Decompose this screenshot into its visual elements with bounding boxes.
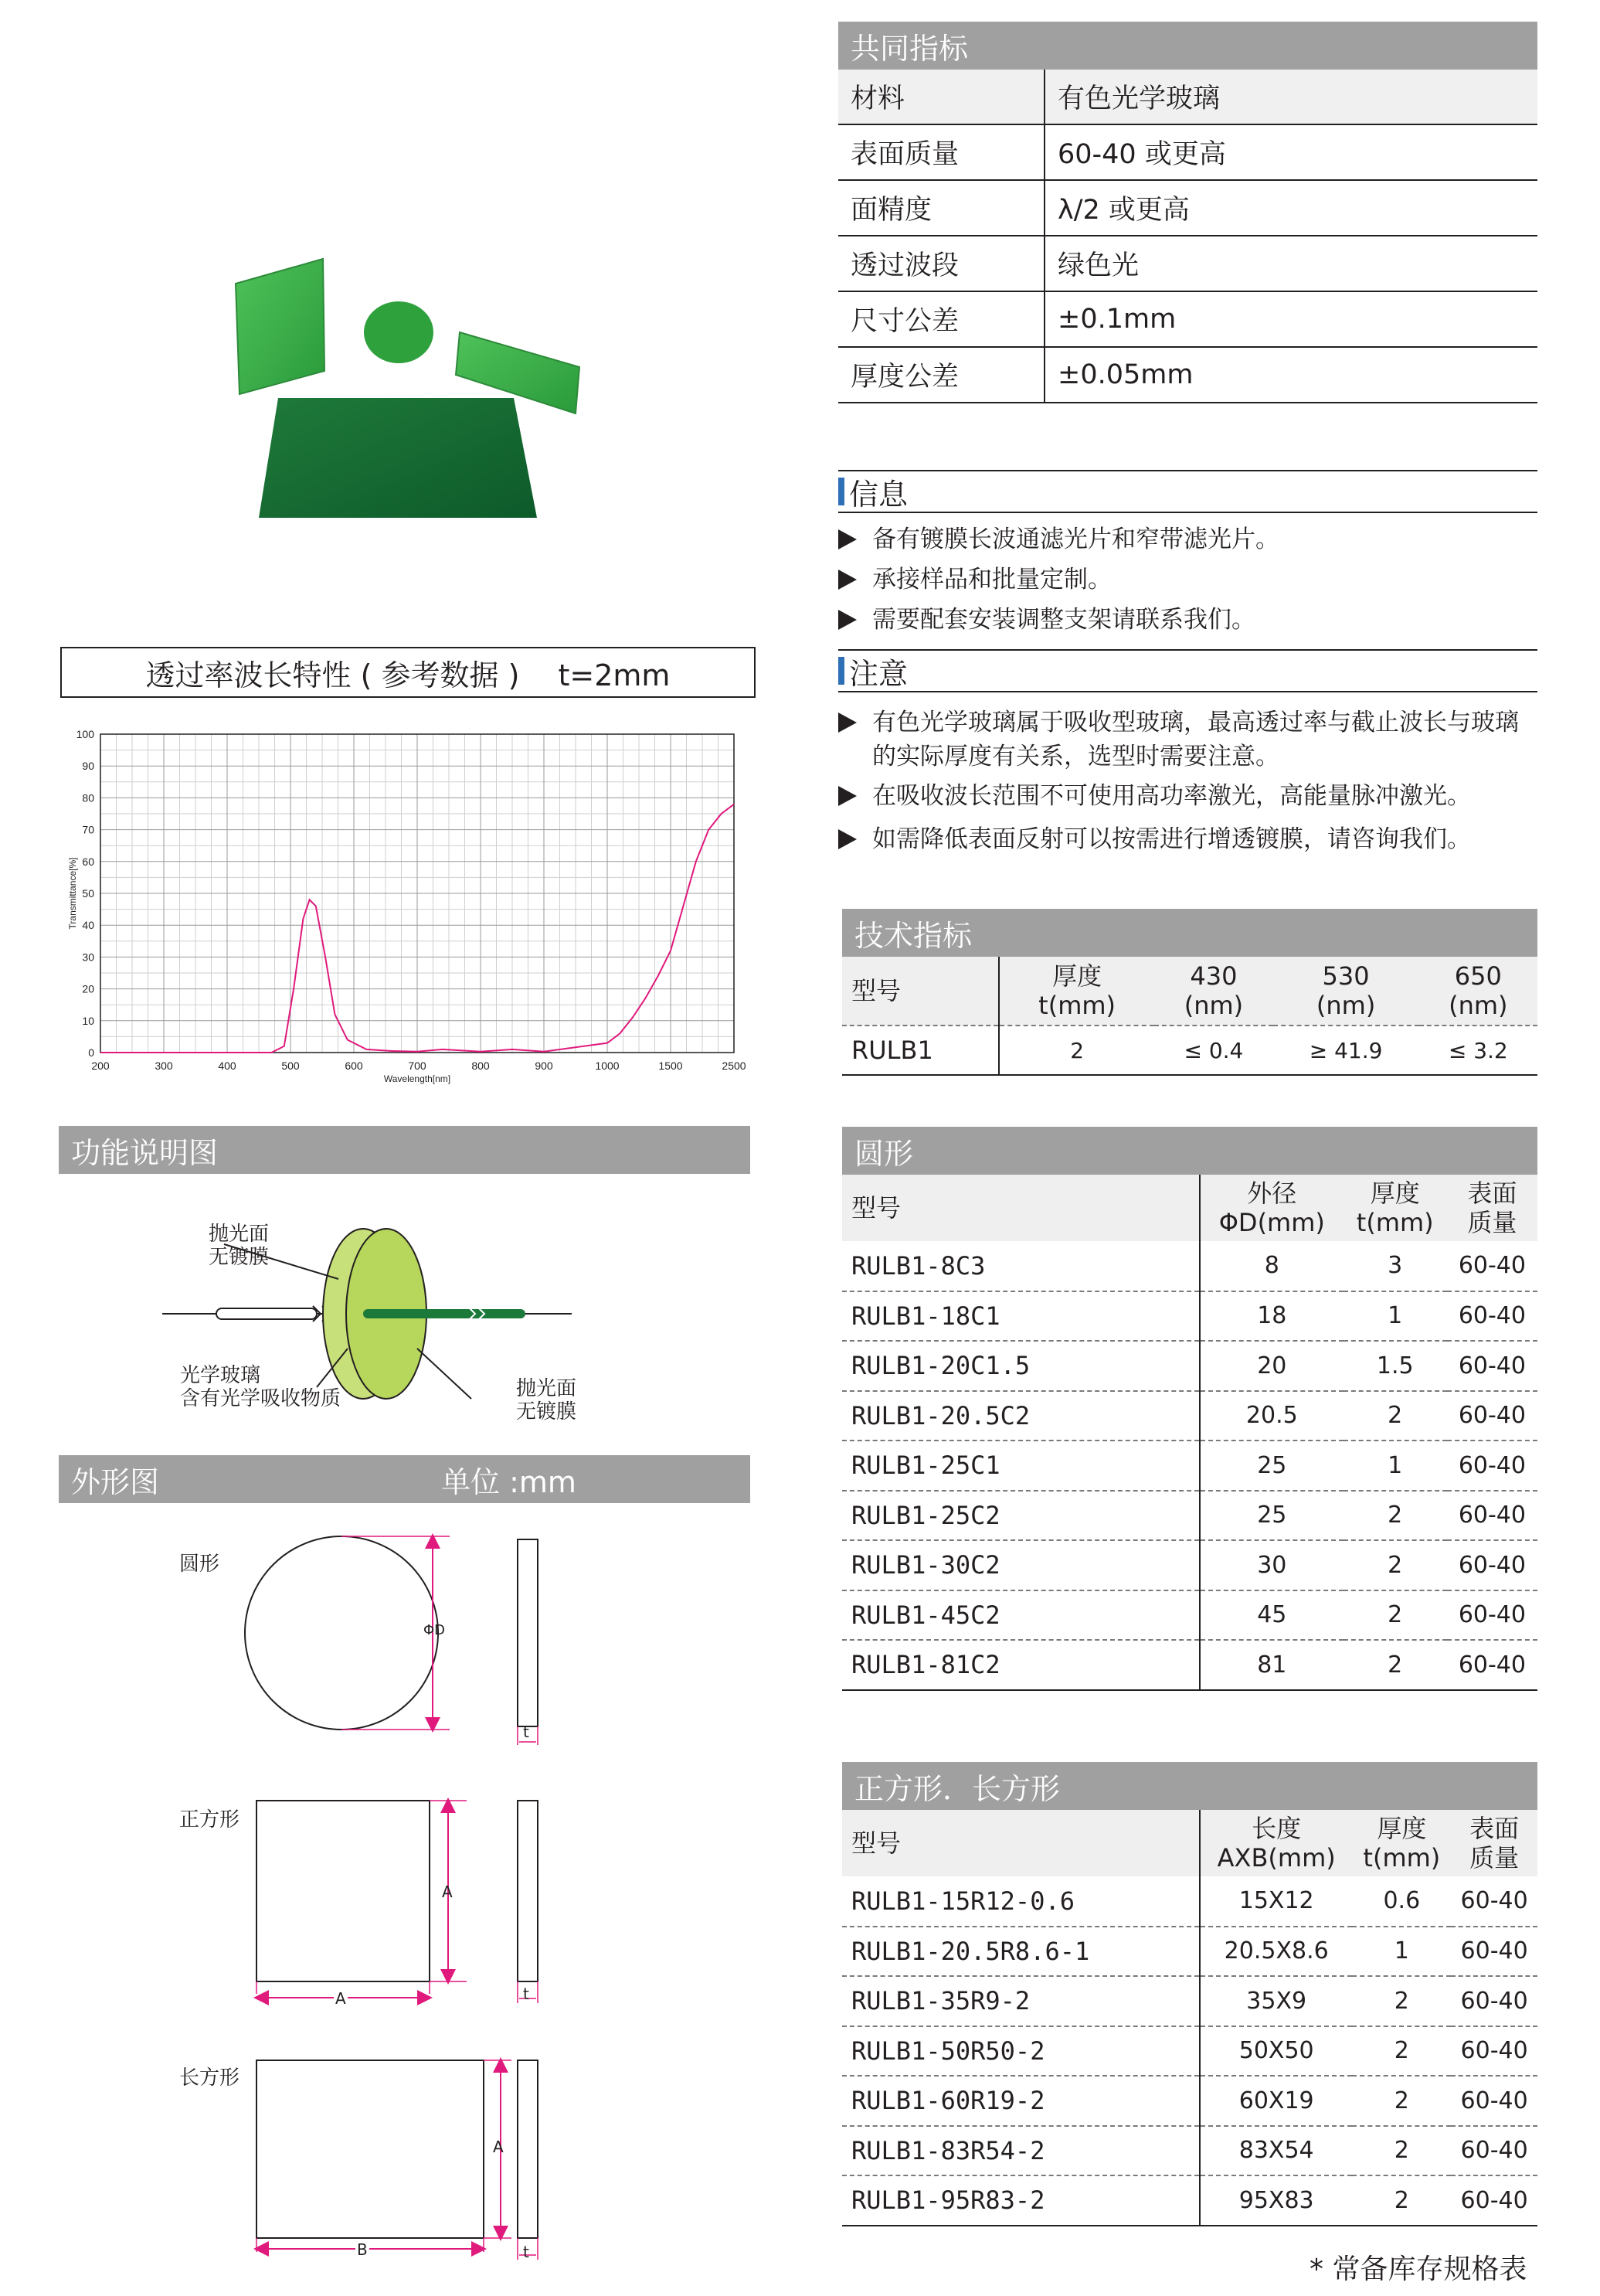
- table-cell: 1: [1344, 1291, 1447, 1342]
- table-cell: 60-40: [1447, 1391, 1537, 1441]
- table-cell: 60-40: [1447, 1491, 1537, 1541]
- y-tick-label: 50: [82, 887, 94, 900]
- table-cell-model: RULB1-45C2: [842, 1590, 1200, 1641]
- x-tick-label: 800: [471, 1060, 490, 1072]
- table-cell: 2: [1352, 2076, 1451, 2126]
- info-item-text: 备有镀膜长波通滤光片和窄带滤光片。: [872, 526, 1279, 553]
- table-cell: 1: [1352, 1927, 1451, 1977]
- table-row: [842, 1876, 1537, 1927]
- rect-col-quality: 表面 质量: [1451, 1810, 1537, 1876]
- table-cell: 60-40: [1451, 2126, 1537, 2176]
- tech-col-430: 430 (nm): [1154, 957, 1272, 1026]
- table-cell: 1: [1344, 1441, 1447, 1491]
- table-cell: 18: [1200, 1291, 1344, 1342]
- note-item: [838, 822, 1471, 856]
- tech-spec-table: [842, 957, 1537, 1076]
- y-axis-label: Transmittance[%]: [67, 857, 78, 930]
- dim-b-label-rect: B: [357, 2240, 368, 2259]
- tech-col-model: 型号: [842, 957, 999, 1026]
- x-tick-label: 200: [91, 1060, 110, 1072]
- table-cell: 20.5: [1200, 1391, 1344, 1441]
- table-cell: 8: [1200, 1241, 1344, 1291]
- y-tick-label: 90: [82, 760, 94, 773]
- table-cell: 60-40: [1447, 1640, 1537, 1690]
- table-cell: 25: [1200, 1441, 1344, 1491]
- table-cell: 60-40: [1451, 2076, 1537, 2126]
- spec-label: 表面质量: [838, 125, 1045, 179]
- outline-unit: 单位 :mm: [441, 1464, 576, 1499]
- table-row: [842, 2076, 1537, 2126]
- table-cell-model: RULB1-18C1: [842, 1291, 1200, 1342]
- table-cell-model: RULB1-60R19-2: [842, 2076, 1200, 2126]
- table-row: [842, 1927, 1537, 1977]
- table-cell: 30: [1200, 1540, 1344, 1590]
- table-cell: 60-40: [1447, 1441, 1537, 1491]
- table-cell: 0.6: [1352, 1876, 1451, 1927]
- bullet-icon: [838, 786, 857, 806]
- table-cell: 1.5: [1344, 1341, 1447, 1391]
- spec-value: 有色光学玻璃: [1058, 83, 1221, 114]
- dim-t-label-rect: t: [523, 2243, 529, 2261]
- dim-d-label: ΦD: [423, 1622, 446, 1638]
- table-row: [842, 1590, 1537, 1641]
- bullet-icon: [838, 529, 857, 549]
- table-cell: 60-40: [1447, 1590, 1537, 1641]
- tech-col-530: 530 (nm): [1273, 957, 1419, 1026]
- round-col-thickness: 厚度 t(mm): [1344, 1175, 1447, 1241]
- spec-label: 厚度公差: [838, 348, 1045, 402]
- spec-row-material: [838, 70, 1537, 125]
- info-item: [838, 563, 1112, 597]
- table-cell-model: RULB1-30C2: [842, 1540, 1200, 1590]
- table-cell: 60-40: [1451, 1976, 1537, 2026]
- spec-row-surface: [838, 125, 1537, 181]
- table-row: [842, 1291, 1537, 1342]
- table-cell: 35X9: [1200, 1976, 1352, 2026]
- chart-title: 透过率波长特性 ( 参考数据 ) t=2mm: [60, 647, 756, 698]
- table-row: [842, 1976, 1537, 2026]
- tech-cell-thickness: 2: [999, 1026, 1154, 1075]
- footnote: * 常备库存规格表: [1310, 2253, 1527, 2285]
- table-cell-model: RULB1-83R54-2: [842, 2126, 1200, 2176]
- x-tick-label: 600: [345, 1060, 363, 1072]
- y-tick-label: 60: [82, 855, 94, 868]
- function-diagram-header: 功能说明图: [59, 1126, 750, 1174]
- table-cell: 60-40: [1447, 1341, 1537, 1391]
- table-cell: 95X83: [1200, 2175, 1352, 2226]
- rect-col-size: 长度 AXB(mm): [1200, 1810, 1352, 1876]
- info-title: [838, 470, 1537, 513]
- table-cell: 2: [1344, 1640, 1447, 1690]
- x-tick-label: 400: [218, 1060, 236, 1072]
- table-cell-model: RULB1-25C2: [842, 1491, 1200, 1541]
- dim-a-label-square-h: A: [335, 1989, 346, 2008]
- table-row: [842, 1241, 1537, 1291]
- info-item-text: 需要配套安装调整支架请联系我们。: [872, 606, 1255, 634]
- note-item: [838, 706, 1537, 774]
- bullet-icon: [838, 610, 857, 630]
- table-row: [842, 1540, 1537, 1590]
- y-tick-label: 20: [82, 982, 94, 995]
- table-cell: 2: [1344, 1590, 1447, 1641]
- tech-cell-model: RULB1: [842, 1026, 999, 1075]
- y-tick-label: 40: [82, 919, 94, 932]
- diagram-label-top-left: 抛光面 无镀膜: [209, 1223, 270, 1269]
- table-cell-model: RULB1-20C1.5: [842, 1341, 1200, 1391]
- round-header: 圆形: [842, 1127, 1537, 1175]
- table-cell-model: RULB1-20.5C2: [842, 1391, 1200, 1441]
- tech-col-thickness: 厚度 t(mm): [999, 957, 1154, 1026]
- table-cell-model: RULB1-20.5R8.6-1: [842, 1927, 1200, 1977]
- table-cell-model: RULB1-8C3: [842, 1241, 1200, 1291]
- table-cell: 60-40: [1451, 1876, 1537, 1927]
- tech-cell-650: ≤ 3.2: [1419, 1026, 1537, 1075]
- spec-label: 透过波段: [838, 236, 1045, 291]
- table-row: [842, 1441, 1537, 1491]
- common-spec-header: 共同指标: [838, 22, 1537, 70]
- info-item: [838, 522, 1279, 556]
- table-cell: 20.5X8.6: [1200, 1927, 1352, 1977]
- outline-drawings: [232, 1530, 564, 2272]
- table-cell: 50X50: [1200, 2026, 1352, 2077]
- outline-title: 外形图: [71, 1464, 160, 1499]
- y-tick-label: 10: [82, 1014, 94, 1027]
- dim-a-label-square-v: A: [442, 1883, 453, 1901]
- table-row: [842, 1391, 1537, 1441]
- tech-cell-530: ≥ 41.9: [1273, 1026, 1419, 1075]
- spec-value: λ/2 或更高: [1058, 195, 1190, 226]
- table-row: [842, 1640, 1537, 1690]
- note-item-text: 在吸收波长范围不可使用高功率激光，高能量脉冲激光。: [872, 782, 1471, 810]
- table-cell: 20: [1200, 1341, 1344, 1391]
- spec-value: ±0.1mm: [1058, 304, 1177, 335]
- note-item: [838, 779, 1471, 813]
- round-col-model: 型号: [842, 1175, 1200, 1241]
- product-photo: [224, 251, 595, 529]
- y-tick-label: 100: [76, 728, 94, 740]
- table-cell: 3: [1344, 1241, 1447, 1291]
- round-col-diameter: 外径 ΦD(mm): [1200, 1175, 1344, 1241]
- x-tick-label: 300: [155, 1060, 173, 1072]
- rect-table: [842, 1810, 1537, 2226]
- table-cell: 60-40: [1447, 1540, 1537, 1590]
- table-cell: 2: [1352, 2026, 1451, 2077]
- outline-round-label: 圆形: [179, 1553, 220, 1576]
- table-cell: 2: [1344, 1540, 1447, 1590]
- y-tick-label: 0: [88, 1046, 94, 1059]
- table-cell-model: RULB1-50R50-2: [842, 2026, 1200, 2077]
- spec-value: 绿色光: [1058, 250, 1140, 281]
- section-marker: [838, 478, 844, 505]
- rect-header: 正方形．长方形: [842, 1762, 1537, 1810]
- outline-header: [59, 1455, 750, 1503]
- diagram-label-bottom-left: 光学玻璃 含有光学吸收物质: [180, 1364, 341, 1410]
- rect-col-thickness: 厚度 t(mm): [1352, 1810, 1451, 1876]
- spec-value: 60-40 或更高: [1058, 139, 1226, 170]
- note-item-text: 如需降低表面反射可以按需进行增透镀膜，请咨询我们。: [872, 825, 1471, 853]
- table-cell: 83X54: [1200, 2126, 1352, 2176]
- x-tick-label: 900: [535, 1060, 553, 1072]
- table-cell: 81: [1200, 1640, 1344, 1690]
- y-tick-label: 30: [82, 951, 94, 964]
- notes-title: [838, 649, 1537, 692]
- table-cell: 2: [1344, 1391, 1447, 1441]
- diagram-label-bottom-right: 抛光面 无镀膜: [516, 1377, 577, 1424]
- table-cell-model: RULB1-81C2: [842, 1640, 1200, 1690]
- spec-row-size-tol: [838, 292, 1537, 348]
- dim-t-label-square: t: [523, 1985, 529, 2003]
- table-cell: 60-40: [1451, 2175, 1537, 2226]
- spec-label: 尺寸公差: [838, 292, 1045, 346]
- table-cell: 2: [1352, 2126, 1451, 2176]
- table-cell: 25: [1200, 1491, 1344, 1541]
- table-cell: 45: [1200, 1590, 1344, 1641]
- table-cell: 2: [1344, 1491, 1447, 1541]
- notes-title-text: 注意: [849, 656, 909, 691]
- x-tick-label: 2500: [722, 1060, 746, 1072]
- spec-row-thick-tol: [838, 348, 1537, 403]
- section-marker: [838, 657, 844, 685]
- spec-row-flatness: [838, 181, 1537, 236]
- dim-a-label-rect: A: [493, 2138, 504, 2156]
- round-table: [842, 1175, 1537, 1691]
- table-cell: 60-40: [1451, 1927, 1537, 1977]
- x-tick-label: 1500: [658, 1060, 683, 1072]
- table-row: [842, 2175, 1537, 2226]
- table-cell: 60-40: [1451, 2026, 1537, 2077]
- tech-cell-430: ≤ 0.4: [1154, 1026, 1272, 1075]
- note-item-text: 有色光学玻璃属于吸收型玻璃，最高透过率与截止波长与玻璃的实际厚度有关系，选型时需要注意。: [872, 709, 1519, 770]
- info-item-text: 承接样品和批量定制。: [872, 566, 1112, 594]
- spec-row-band: [838, 236, 1537, 292]
- tech-spec-header: 技术指标: [842, 909, 1537, 957]
- table-cell-model: RULB1-15R12-0.6: [842, 1876, 1200, 1927]
- table-cell: 2: [1352, 1976, 1451, 2026]
- table-cell: 60-40: [1447, 1241, 1537, 1291]
- outline-rect-label: 长方形: [179, 2066, 240, 2090]
- spec-label: 材料: [838, 70, 1045, 124]
- table-cell-model: RULB1-25C1: [842, 1441, 1200, 1491]
- info-item: [838, 603, 1255, 637]
- x-tick-label: 700: [408, 1060, 426, 1072]
- table-row: [842, 2126, 1537, 2176]
- x-tick-label: 1000: [595, 1060, 620, 1072]
- x-tick-label: 500: [281, 1060, 300, 1072]
- dim-t-label-round: t: [523, 1723, 529, 1741]
- table-cell: 60X19: [1200, 2076, 1352, 2126]
- tech-col-650: 650 (nm): [1419, 957, 1537, 1026]
- y-tick-label: 70: [82, 823, 94, 836]
- y-tick-label: 80: [82, 791, 94, 804]
- table-row: [842, 1341, 1537, 1391]
- outline-square-label: 正方形: [179, 1808, 240, 1832]
- table-cell: 60-40: [1447, 1291, 1537, 1342]
- bullet-icon: [838, 829, 857, 849]
- table-cell: 15X12: [1200, 1876, 1352, 1927]
- bullet-icon: [838, 713, 857, 733]
- bullet-icon: [838, 570, 857, 590]
- table-row: [842, 1491, 1537, 1541]
- rect-col-model: 型号: [842, 1810, 1200, 1876]
- spec-label: 面精度: [838, 181, 1045, 235]
- transmittance-chart: [62, 723, 757, 1094]
- table-cell: 2: [1352, 2175, 1451, 2226]
- table-cell-model: RULB1-95R83-2: [842, 2175, 1200, 2226]
- x-axis-label: Wavelength[nm]: [383, 1073, 451, 1084]
- table-cell-model: RULB1-35R9-2: [842, 1976, 1200, 2026]
- table-row: [842, 2026, 1537, 2077]
- info-title-text: 信息: [849, 477, 909, 512]
- spec-value: ±0.05mm: [1058, 359, 1194, 390]
- round-col-quality: 表面 质量: [1447, 1175, 1537, 1241]
